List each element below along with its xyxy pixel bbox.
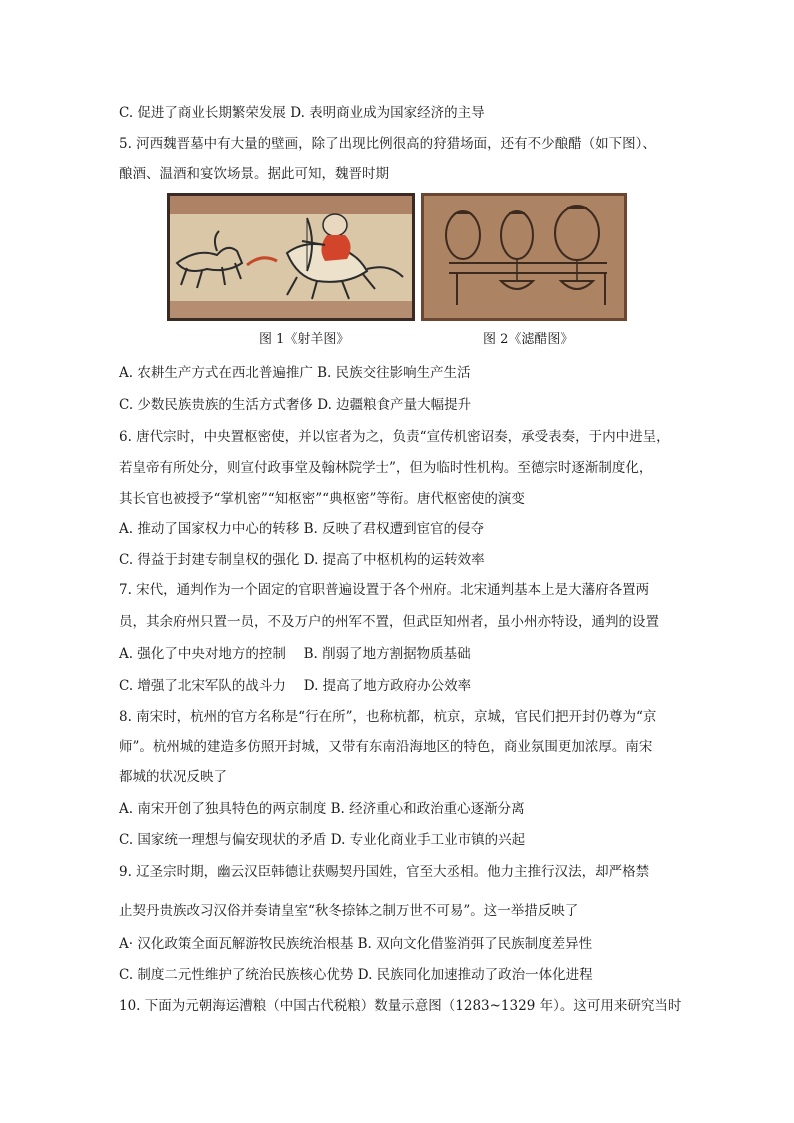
question-7-line-2: 员，其余府州只置一员，不及万户的州军不置，但武臣知州者，虽小州亦特设，通判的设置: [119, 614, 659, 630]
text-line: C. 促进了商业长期繁荣发展 D. 表明商业成为国家经济的主导: [119, 105, 485, 121]
question-6-line-1: 6. 唐代宗时，中央置枢密使，并以宦者为之，负责“宣传机密诏奏，承受表奏，于内中进呈，: [119, 429, 670, 445]
option-line: A. 强化了中央对地方的控制 B. 削弱了地方割据物质基础: [119, 646, 471, 662]
option-line: A. 南宋开创了独具特色的两京制度 B. 经济重心和政治重心逐渐分离: [119, 801, 525, 817]
figure-2: [421, 193, 627, 347]
mural-vinegar-icon: [421, 193, 627, 321]
question-8-line-2: 师”。杭州城的建造多仿照开封城，又带有东南沿海地区的特色，商业氛围更加浓厚。南宋: [119, 739, 653, 755]
option-line: C. 国家统一理想与偏安现状的矛盾 D. 专业化商业手工业市镇的兴起: [119, 832, 526, 848]
question-10-line-1: 10. 下面为元朝海运漕粮（中国古代税粮）数量示意图（1283~1329 年）。这可用来研究当时: [119, 998, 682, 1014]
question-6-line-2: 若皇帝有所处分，则宣付政事堂及翰林院学士”，但为临时性机构。至德宗时逐渐制度化，: [119, 460, 653, 476]
question-8-line-3: 都城的状况反映了: [119, 769, 227, 785]
figure-row: [167, 193, 627, 353]
question-8-line-1: 8. 南宋时，杭州的官方名称是“行在所”，也称杭都，杭京，京城，官民们把开封仍尊为“京: [119, 709, 657, 725]
mural-hunting-icon: [167, 193, 415, 321]
figure-1-caption: 图 1《射羊图》: [259, 332, 350, 347]
question-6-line-3: 其长官也被授予“掌机密”“知枢密”“典枢密”等衔。唐代枢密使的演变: [119, 491, 525, 507]
option-line: C. 增强了北宋军队的战斗力 D. 提高了地方政府办公效率: [119, 678, 472, 694]
figure-2-caption: 图 2《滤醋图》: [483, 332, 574, 347]
option-line: C. 少数民族贵族的生活方式奢侈 D. 边疆粮食产量大幅提升: [119, 397, 472, 413]
question-9-line-1: 9. 辽圣宗时期，幽云汉臣韩德让获赐契丹国姓，官至大丞相。他力主推行汉法，却严格禁: [119, 864, 650, 880]
option-line: A. 农耕生产方式在西北普遍推广 B. 民族交往影响生产生活: [119, 365, 471, 381]
question-5-line-2: 酿酒、温酒和宴饮场景。据此可知，魏晋时期: [119, 166, 389, 182]
option-line: C. 制度二元性维护了统治民族核心优势 D. 民族同化加速推动了政治一体化进程: [119, 967, 593, 983]
figure-1: [167, 193, 415, 347]
question-9-line-2: 止契丹贵族改习汉俗并奏请皇室“秋冬捺钵之制万世不可易”。这一举措反映了: [119, 903, 579, 919]
question-5-line-1: 5. 河西魏晋墓中有大量的壁画，除了出现比例很高的狩猎场面，还有不少酿醋（如下图）、: [119, 136, 656, 152]
option-line: C. 得益于封建专制皇权的强化 D. 提高了中枢机构的运转效率: [119, 552, 485, 568]
option-line: A. 推动了国家权力中心的转移 B. 反映了君权遭到宦官的侵夺: [119, 521, 485, 537]
option-line: A· 汉化政策全面瓦解游牧民族统治根基 B. 双向文化借鉴消弭了民族制度差异性: [119, 936, 593, 952]
question-7-line-1: 7. 宋代，通判作为一个固定的官职普遍设置于各个州府。北宋通判基本上是大藩府各置两: [119, 582, 650, 598]
